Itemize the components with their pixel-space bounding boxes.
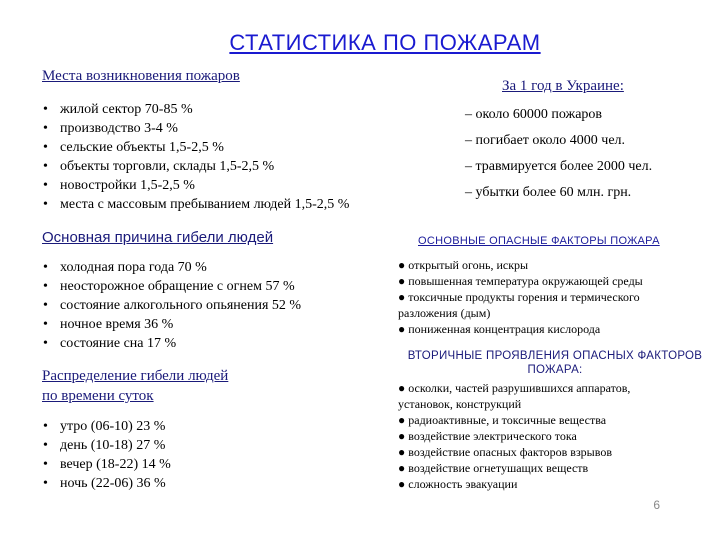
secondary-heading <box>398 349 712 377</box>
list-item: • утро (06-10) 23 % <box>40 417 171 436</box>
list-item: – убытки более 60 млн. грн. <box>465 185 632 200</box>
list-item: • состояние алкогольного опьянения 52 % <box>40 296 301 315</box>
time-list <box>40 417 171 493</box>
secondary-heading-line: ВТОРИЧНЫЕ ПРОЯВЛЕНИЯ ОПАСНЫХ ФАКТОРОВ <box>407 350 703 362</box>
list-item: ● сложность эвакуации <box>398 477 518 491</box>
secondary-heading-line: ПОЖАРА: <box>527 364 583 376</box>
list-item: – погибает около 4000 чел. <box>465 133 626 148</box>
list-item: ● воздействие электрического тока <box>398 429 577 443</box>
list-item: • жилой сектор 70-85 % <box>40 100 349 119</box>
list-item: ● радиоактивные, и токсичные вещества <box>398 413 607 427</box>
list-item: ● токсичные продукты горения и термического <box>398 290 640 304</box>
list-item: ● пониженная концентрация кислорода <box>398 322 601 336</box>
list-item: разложения (дым) <box>398 306 491 320</box>
list-item: • ночное время 36 % <box>40 315 301 334</box>
list-item: • вечер (18-22) 14 % <box>40 455 171 474</box>
list-item: • день (10-18) 27 % <box>40 436 171 455</box>
list-item: • места с массовым пребыванием людей 1,5-2,5 % <box>40 195 349 214</box>
list-item: ● воздействие опасных факторов взрывов <box>398 445 612 459</box>
list-item: • неосторожное обращение с огнем 57 % <box>40 277 301 296</box>
time-heading-line: по времени суток <box>42 388 154 404</box>
time-heading <box>42 366 228 406</box>
list-item: • холодная пора года 70 % <box>40 258 301 277</box>
list-item: • производство 3-4 % <box>40 119 349 138</box>
page-title: СТАТИСТИКА ПО ПОЖАРАМ <box>229 30 541 55</box>
causes-list <box>40 258 301 353</box>
places-heading: Места возникновения пожаров <box>42 68 240 84</box>
list-item: ● повышенная температура окружающей среды <box>398 274 643 288</box>
ukraine-list <box>465 102 652 206</box>
list-item: • ночь (22-06) 36 % <box>40 474 171 493</box>
list-item: – около 60000 пожаров <box>465 107 603 122</box>
list-item: ● осколки, частей разрушившихся аппаратов, <box>398 381 631 395</box>
list-item: установок, конструкций <box>398 397 522 411</box>
secondary-list <box>398 380 630 492</box>
time-heading-line: Распределение гибели людей <box>42 368 229 384</box>
hazards-list <box>398 257 643 337</box>
list-item: ● воздействие огнетушащих веществ <box>398 461 589 475</box>
hazards-heading: ОСНОВНЫЕ ОПАСНЫЕ ФАКТОРЫ ПОЖАРА <box>418 235 660 247</box>
places-list <box>40 100 349 214</box>
list-item: • объекты торговли, склады 1,5-2,5 % <box>40 157 349 176</box>
list-item: • состояние сна 17 % <box>40 334 301 353</box>
list-item: ● открытый огонь, искры <box>398 258 529 272</box>
list-item: – травмируется более 2000 чел. <box>465 159 653 174</box>
causes-heading: Основная причина гибели людей <box>42 229 274 246</box>
ukraine-heading: За 1 год в Украине: <box>502 78 624 94</box>
page-number: 6 <box>653 498 660 512</box>
list-item: • сельские объекты 1,5-2,5 % <box>40 138 349 157</box>
list-item: • новостройки 1,5-2,5 % <box>40 176 349 195</box>
